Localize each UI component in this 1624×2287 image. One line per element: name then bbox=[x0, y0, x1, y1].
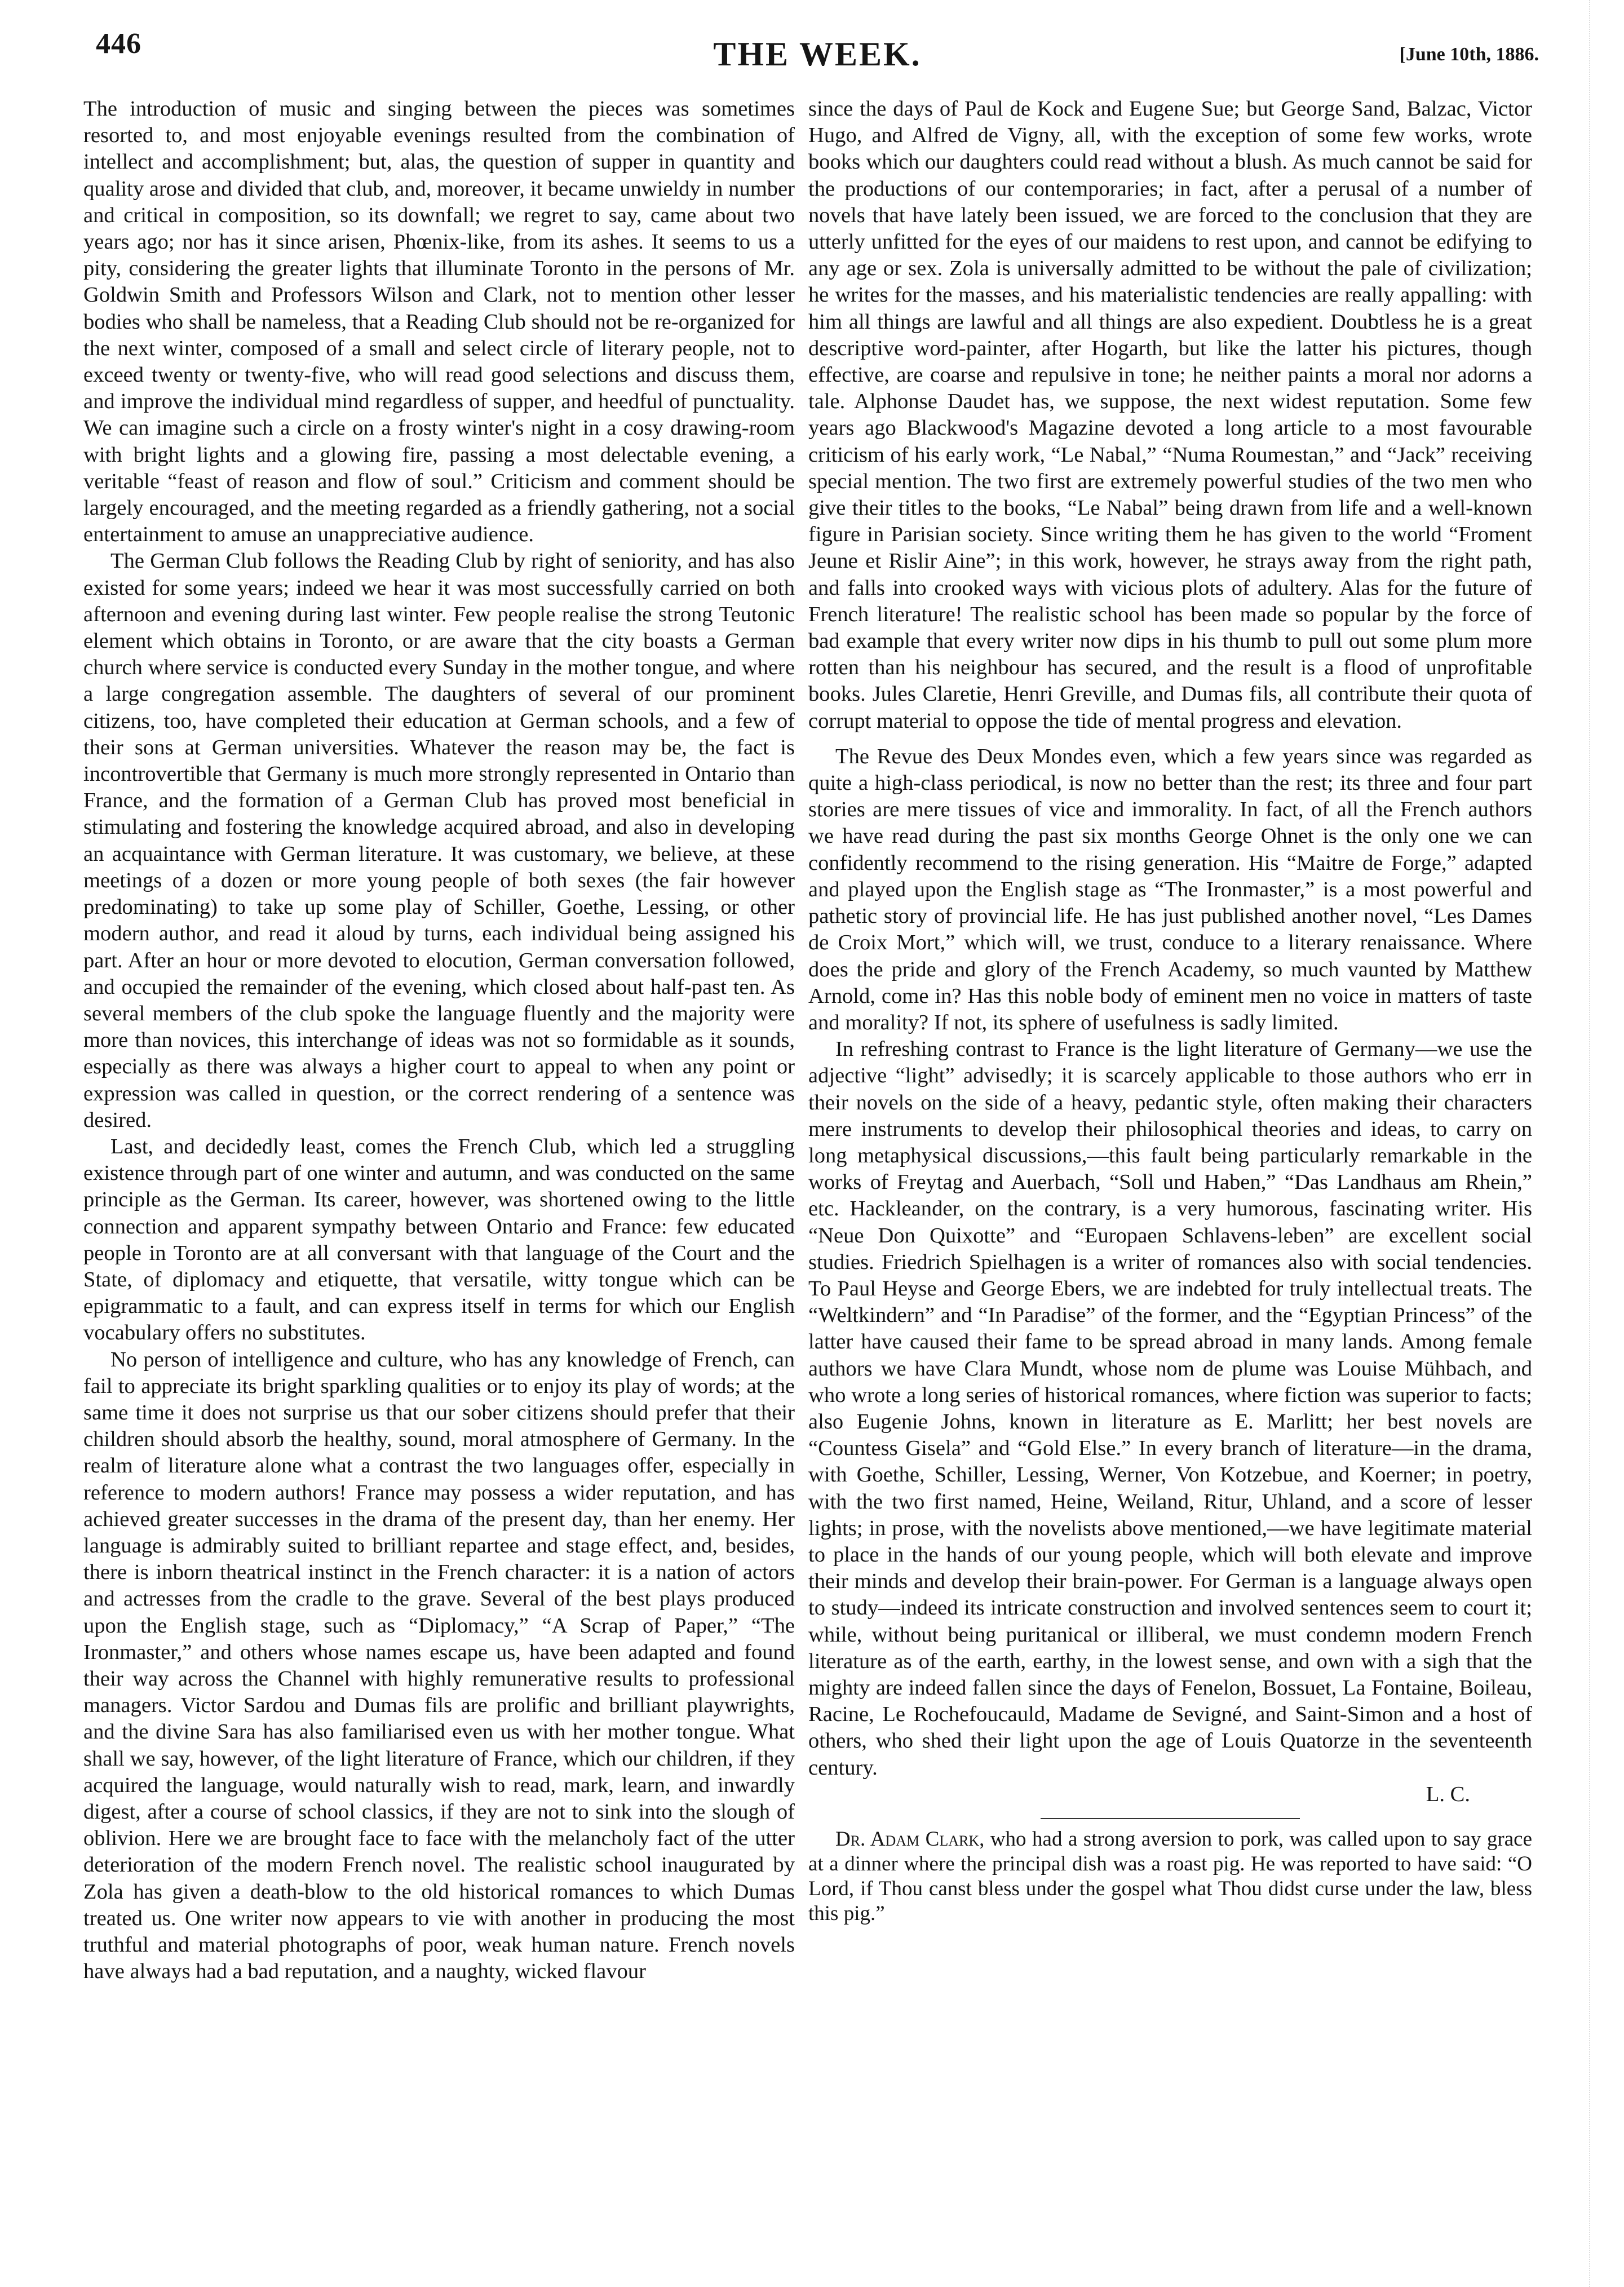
anecdote-text: who had a strong aversion to pork, was called upon to say grace at a dinner where the principal dish was a roast pig. He was reported to have said: “O Lord, if Thou canst bless under the gospel what Thou didst curse under the law, bless this pig.” bbox=[808, 1828, 1532, 1925]
right-column bbox=[808, 96, 1532, 2272]
paragraph-french-novelists: since the days of Paul de Kock and Eugene Sue; but George Sand, Balzac, Victor Hugo, and Alfred de Vigny, all, with the exception of some few works, wrote books which our daughters could read without a blush. As much cannot be said for the productions of our contemporaries; in fact, after a perusal of a number of novels that have lately been issued, we are forced to the conclusion that they are utterly unfitted for the eyes of our maidens to rest upon, and cannot be edifying to any age or sex. Zola is universally admitted to be without the pale of civilization; he writes for the masses, and his materialistic tendencies are really appalling: with him all things are lawful and all things are also expedient. Doubtless he is a great descriptive word-painter, after Hogarth, but like the latter his pictures, though effective, are coarse and repulsive in tone; he neither paints a moral nor adorns a tale. Alphonse Daudet has, we suppose, the next widest reputation. Some few years ago Blackwood's Magazine devoted a long article to a most favourable criticism of his early work, “Le Nabal,” “Numa Roumestan,” and “Jack” receiving special mention. The two first are extremely powerful studies of the two men who give their titles to the books, “Le Nabal” being drawn from life and a well-known figure in Parisian society. Since writing them he has given to the world “Froment Jeune et Rislir Aine”; in this work, however, he strays away from the right path, and falls into crooked ways with vicious plots of adultery. Alas for the future of French literature! The realistic school has been made so popular by the force of bad example that every writer now dips in his thumb to pull out some plum more rotten than his neighbour has secured, and the result is a flood of unprofitable books. Jules Claretie, Henri Greville, and Dumas fils, all contribute their quota of corrupt material to oppose the tide of mental progress and elevation. bbox=[808, 97, 1532, 733]
paragraph-revue-des-deux-mondes: The Revue des Deux Mondes even, which a few years since was regarded as quite a high-class periodical, is now no better than the rest; its three and four part stories are mere tissues of vice and immorality. In fact, of all the French authors we have read during the past six months George Ohnet is the only one we can confidently recommend to the rising generation. His “Maitre de Forge,” adapted and played upon the English stage as “The Ironmaster,” is a most powerful and pathetic story of provincial life. He has just published another novel, “Les Dames de Croix Mort,” which will, we trust, conduce to a literary renaissance. Where does the pride and glory of the French Academy, so much vaunted by Matthew Arnold, come in? Has this noble body of eminent men no voice in matters of taste and morality? If not, its sphere of usefulness is sadly limited. bbox=[808, 744, 1532, 1034]
paragraph-german-club: The German Club follows the Reading Club by right of seniority, and has also existed for some years; indeed we hear it was most successfully carried on both afternoon and evening during last winter. Few people realise the strong Teutonic element which obtains in Toronto, or are aware that the city boasts a German church where service is conducted every Sunday in the mother tongue, and where a large congregation assemble. The daughters of several of our prominent citizens, too, have completed their education at German schools, and a few of their sons at German universities. Whatever the reason may be, the fact is incontrovertible that Germany is much more strongly represented in Ontario than France, and the formation of a German Club has proved most beneficial in stimulating and fostering the knowledge acquired abroad, and also in developing an acquaintance with German literature. It was customary, we believe, at these meetings of a dozen or more young people of both sexes (the fair however predominating) to take up some play of Schiller, Goethe, Lessing, or other modern author, and read it aloud by turns, each individual being assigned his part. After an hour or more devoted to elocution, German conversation followed, and occupied the remainder of the evening, which closed about half-past ten. As several members of the club spoke the language fluently and the majority were more than novices, this interchange of ideas was not so formidable as it sounds, especially as there was always a higher court to appeal to when any point or expression was called in question, or the correct rendering of a sentence was desired. bbox=[83, 549, 795, 1132]
issue-date: [June 10th, 1886. bbox=[1399, 44, 1539, 65]
left-column bbox=[83, 96, 795, 2272]
scan-edge bbox=[1589, 0, 1624, 2287]
publication-title: THE WEEK. bbox=[713, 36, 922, 73]
paragraph-german-literature: In refreshing contrast to France is the light literature of Germany—we use the adjective “light” advisedly; it is scarcely applicable to those authors who err in their novels on the side of a heavy, pedantic style, often making their characters mere instruments to develop their philosophical theories and ideas, to carry on long metaphysical discussions,—this fault being particularly remarkable in the works of Freytag and Auerbach, “Soll und Haben,” “Das Landhaus am Rhein,” etc. Hackleander, on the contrary, is a very humorous, fascinating writer. His “Neue Don Quixotte” and “Europaen Schlavens-leben” are excellent social studies. Friedrich Spielhagen is a writer of romances also with social tendencies. To Paul Heyse and George Ebers, we are indebted for truly intellectual treats. The “Weltkindern” and “In Paradise” of the former, and the “Egyptian Princess” of the latter have caused their fame to be spread abroad in many lands. Among female authors we have Clara Mundt, whose nom de plume was Louise Mühbach, and who wrote a long series of historical romances, where fiction was superior to facts; also Eugenie Johns, known in literature as E. Marlitt; her best novels are “Countess Gisela” and “Gold Else.” In every branch of literature—in the drama, with Goethe, Schiller, Lessing, Werner, Von Kotzebue, and Koerner; in poetry, with the two first named, Heine, Weiland, Ritur, Uhland, and a score of lesser lights; in prose, with the novelists above mentioned,—we have legitimate material to place in the hands of our young people, which will both elevate and improve their minds and develop their brain-power. For German is a language always open to study—indeed its intricate construction and involved sentences seem to court it; while, without being puritanical or illiberal, we must condemn modern French literature as of the earth, earthy, in the lowest sense, and own with a sigh that the mighty are indeed fallen since the days of Fenelon, Bossuet, La Fontaine, Boileau, Racine, Le Rochefoucauld, Madame de Sevigné, and Saint-Simon and a host of others, who shed their light upon the age of Louis Quatorze in the seventeenth century. bbox=[808, 1037, 1532, 1780]
paragraph-french-club: Last, and decidedly least, comes the French Club, which led a struggling existence through part of one winter and autumn, and was conducted on the same principle as the German. Its career, however, was shortened owing to the little connection and apparent sympathy between Ontario and France: few educated people in Toronto are at all conversant with that language of the Court and the State, of diplomacy and etiquette, that versatile, witty tongue which can be epigrammatic to a fault, and can express itself in terms for which our English vocabulary offers no substitutes. bbox=[83, 1134, 795, 1345]
page-number: 446 bbox=[96, 28, 141, 60]
paragraph-french-language: No person of intelligence and culture, who has any knowledge of French, can fail to appreciate its bright sparkling qualities or to enjoy its play of words; at the same time it does not surprise us that our sober citizens should prefer that their children should absorb the healthy, sound, moral atmosphere of Germany. In the realm of literature alone what a contrast the two languages offer, especially in reference to modern authors! France may possess a wider reputation, and has achieved greater successes in the drama of the present day, than her enemy. Her language is admirably suited to brilliant repartee and stage effect, and, besides, there is inborn theatrical instinct in the French character: it is a nation of actors and actresses from the cradle to the grave. Several of the best plays produced upon the English stage, such as “Diplomacy,” “A Scrap of Paper,” “The Ironmaster,” and others whose names escape us, have been adapted and found their way across the Channel with highly remunerative results to professional managers. Victor Sardou and Dumas fils are prolific and brilliant playwrights, and the divine Sara has also familiarised even us with her mother tongue. What shall we say, however, of the light literature of France, which our children, if they acquired the language, would naturally wish to read, mark, learn, and inwardly digest, after a course of school classics, if they are not to sink into the slough of oblivion. Here we are brought face to face with the melancholy fact of the utter deterioration of the modern French novel. The realistic school inaugurated by Zola has given a death-blow to the old historical romances to which Dumas treated us. One writer now appears to vie with another in producing the most truthful and material photographs of poor, weak human nature. French novels have always had a bad reputation, and a naughty, wicked flavour bbox=[83, 1347, 795, 1984]
page-header bbox=[96, 27, 1539, 72]
section-divider bbox=[1041, 1818, 1300, 1819]
author-signature: L. C. bbox=[1426, 1782, 1470, 1806]
anecdote-paragraph bbox=[808, 1827, 1532, 1926]
paragraph-reading-club: The introduction of music and singing between the pieces was sometimes resorted to, and most enjoyable evenings resulted from the combination of intellect and accomplishment; but, alas, the question of supper in quantity and quality arose and divided that club, and, moreover, it became unwieldy in number and critical in composition, so its downfall; we regret to say, came about two years ago; nor has it since arisen, Phœnix-like, from its ashes. It seems to us a pity, considering the greater lights that illuminate Toronto in the persons of Mr. Goldwin Smith and Professors Wilson and Clark, not to mention other lesser bodies who shall be nameless, that a Reading Club should not be re-organized for the next winter, composed of a small and select circle of literary people, not to exceed twenty or twenty-five, who will read good selections and discuss them, and improve the individual mind regardless of supper, and heedful of punctuality. We can imagine such a circle on a frosty winter's night in a cosy drawing-room with bright lights and a glowing fire, passing a most delectable evening, a veritable “feast of reason and flow of soul.” Criticism and comment should be largely encouraged, and the meeting regarded as a friendly gathering, not a social entertainment to amuse an unappreciative audience. bbox=[83, 97, 795, 547]
anecdote-name: Dr. Adam Clark, bbox=[835, 1828, 985, 1851]
